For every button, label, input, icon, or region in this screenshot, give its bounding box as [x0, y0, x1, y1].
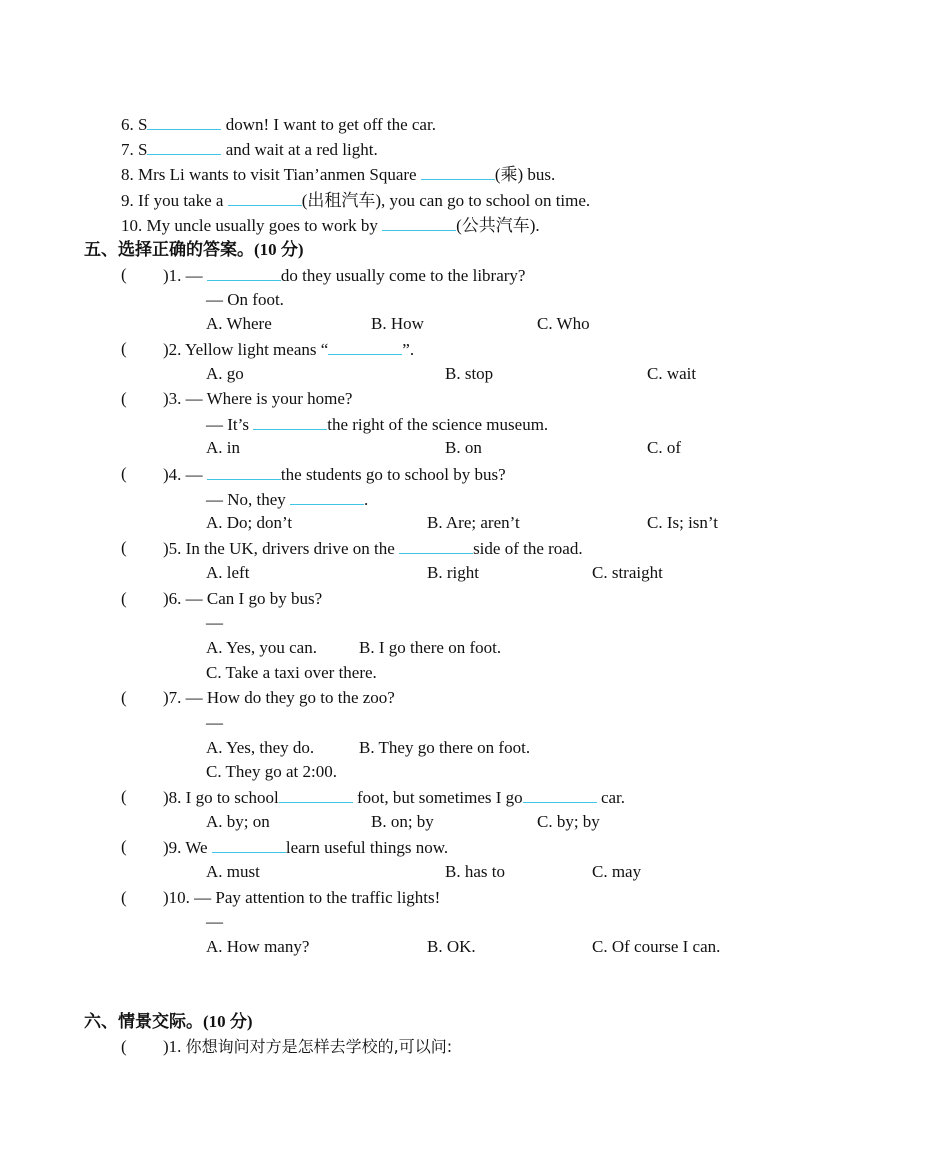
option[interactable]: C. They go at 2:00.	[206, 762, 337, 781]
paren: (	[121, 888, 127, 907]
answer-blank[interactable]	[399, 538, 473, 554]
question-1-stem: )1. — do they usually come to the library?	[163, 266, 526, 285]
question-9-stem: )9. We learn useful things now.	[163, 838, 449, 857]
paren: (	[121, 589, 127, 608]
question-3-stem: )3. — Where is your home?	[163, 389, 353, 408]
option[interactable]: A. Where	[206, 314, 272, 333]
paren: (	[121, 265, 127, 284]
option[interactable]: A. How many?	[206, 937, 310, 956]
answer-blank[interactable]	[279, 787, 353, 803]
option[interactable]: B. I go there on foot.	[359, 638, 502, 657]
option[interactable]: C. Take a taxi over there.	[206, 663, 377, 682]
answer-blank[interactable]	[207, 265, 281, 281]
answer-blank[interactable]	[382, 215, 456, 231]
section-5-title: 五、选择正确的答案。(10 分)	[84, 240, 304, 259]
fill-item-6: 6. S down! I want to get off the car.	[121, 115, 436, 134]
question-4-reply: — No, they .	[206, 490, 369, 509]
paren: (	[121, 339, 127, 358]
answer-blank[interactable]	[328, 339, 402, 355]
option[interactable]: A. in	[206, 438, 240, 457]
answer-blank[interactable]	[228, 190, 302, 206]
option[interactable]: A. must	[206, 862, 260, 881]
question-5-stem: )5. In the UK, drivers drive on the side of the road.	[163, 539, 583, 558]
option[interactable]: A. Yes, they do.	[206, 738, 315, 757]
option[interactable]: C. may	[592, 862, 642, 881]
option[interactable]: B. stop	[445, 364, 494, 383]
fill-item-9: 9. If you take a (出租汽车), you can go to school on time.	[121, 191, 591, 210]
fill-item-10: 10. My uncle usually goes to work by (公共汽车).	[121, 216, 540, 235]
option[interactable]: B. They go there on foot.	[359, 738, 531, 757]
option[interactable]: C. of	[647, 438, 681, 457]
paren: (	[121, 787, 127, 806]
option[interactable]: C. by; by	[537, 812, 600, 831]
answer-blank[interactable]	[253, 414, 327, 430]
answer-blank[interactable]	[207, 464, 281, 480]
question-8-stem: )8. I go to school foot, but sometimes I go car.	[163, 788, 626, 807]
option[interactable]: A. left	[206, 563, 250, 582]
option[interactable]: A. by; on	[206, 812, 270, 831]
question-7-stem: )7. — How do they go to the zoo?	[163, 688, 395, 707]
option[interactable]: A. Yes, you can.	[206, 638, 317, 657]
question-1-reply: — On foot.	[206, 290, 284, 309]
paren: (	[121, 464, 127, 483]
option[interactable]: C. straight	[592, 563, 663, 582]
question-2-stem: )2. Yellow light means “ ”.	[163, 340, 415, 359]
option[interactable]: A. go	[206, 364, 244, 383]
paren: (	[121, 389, 127, 408]
question-10-stem: )10. — Pay attention to the traffic lights!	[163, 888, 441, 907]
fill-item-7: 7. S and wait at a red light.	[121, 140, 378, 159]
option[interactable]: B. Are; aren’t	[427, 513, 520, 532]
reply-dash: —	[206, 613, 223, 632]
option[interactable]: B. on; by	[371, 812, 434, 831]
option[interactable]: B. How	[371, 314, 424, 333]
paren: (	[121, 538, 127, 557]
question-4-stem: )4. — the students go to school by bus?	[163, 465, 506, 484]
option[interactable]: C. Who	[537, 314, 590, 333]
option[interactable]: B. right	[427, 563, 479, 582]
option[interactable]: B. has to	[445, 862, 505, 881]
reply-dash: —	[206, 912, 223, 931]
option[interactable]: B. on	[445, 438, 482, 457]
option[interactable]: C. Is; isn’t	[647, 513, 719, 532]
option[interactable]: B. OK.	[427, 937, 476, 956]
option[interactable]: A. Do; don’t	[206, 513, 293, 532]
answer-blank[interactable]	[147, 139, 221, 155]
paren: (	[121, 688, 127, 707]
section-6-question-1: )1. 你想询问对方是怎样去学校的,可以问:	[163, 1037, 453, 1056]
question-3-reply: — It’s the right of the science museum.	[206, 415, 549, 434]
answer-blank[interactable]	[421, 164, 495, 180]
fill-item-8: 8. Mrs Li wants to visit Tian’anmen Square (乘) bus.	[121, 165, 556, 184]
answer-blank[interactable]	[212, 837, 286, 853]
answer-blank[interactable]	[147, 114, 221, 130]
question-6-stem: )6. — Can I go by bus?	[163, 589, 323, 608]
paren: (	[121, 1037, 127, 1056]
reply-dash: —	[206, 713, 223, 732]
answer-blank[interactable]	[290, 489, 364, 505]
paren: (	[121, 837, 127, 856]
section-6-title: 六、情景交际。(10 分)	[84, 1012, 253, 1031]
answer-blank[interactable]	[523, 787, 597, 803]
option[interactable]: C. Of course I can.	[592, 937, 721, 956]
option[interactable]: C. wait	[647, 364, 697, 383]
